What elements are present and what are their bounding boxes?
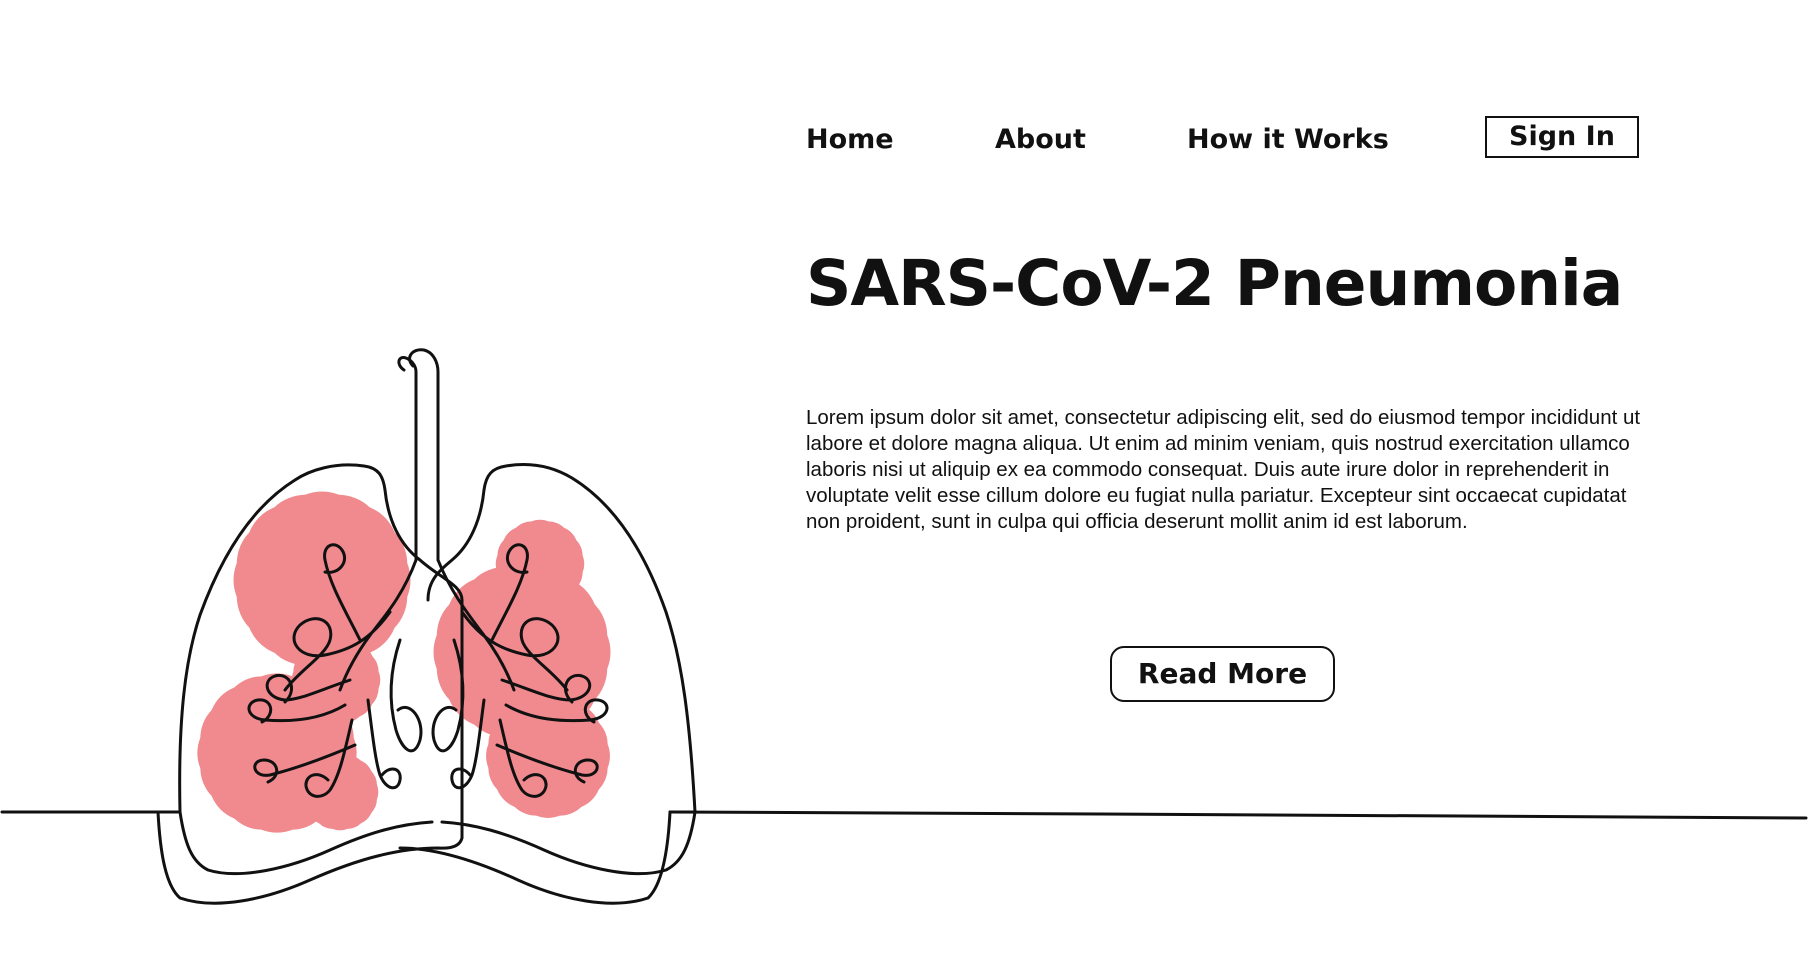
nav-about-link[interactable]: About bbox=[995, 124, 1086, 155]
read-more-button[interactable]: Read More bbox=[1110, 646, 1335, 702]
page-title: SARS-CoV-2 Pneumonia bbox=[806, 247, 1623, 320]
top-nav bbox=[806, 112, 1638, 168]
hero-description: Lorem ipsum dolor sit amet, consectetur adipiscing elit, sed do eiusmod tempor incididunt ut labore et dolore magna aliqua. Ut enim ad minim veniam, quis nostrud exercitation ullamco laboris nisi ut aliquip ex ea commodo consequat. Duis aute irure dolor in reprehenderit in voluptate velit esse cillum dolore eu fugiat nulla pariatur. Excepteur sint occaecat cupidatat non proident, sunt in culpa qui officia deserunt mollit anim id est laborum. bbox=[806, 406, 1641, 533]
sign-in-button[interactable]: Sign In bbox=[1485, 116, 1639, 158]
nav-home-link[interactable]: Home bbox=[806, 124, 894, 155]
nav-how-it-works-link[interactable]: How it Works bbox=[1187, 124, 1389, 155]
